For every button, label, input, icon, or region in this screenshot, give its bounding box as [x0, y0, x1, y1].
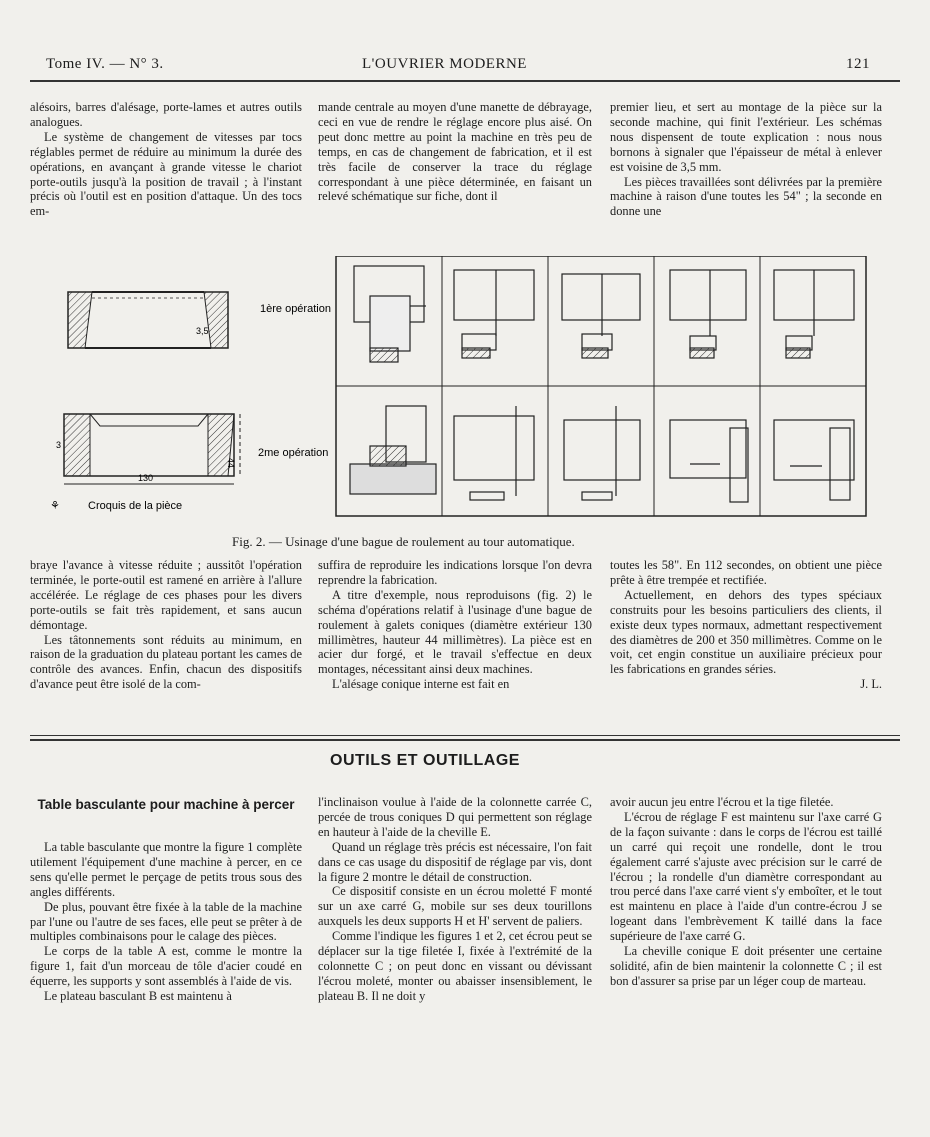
paragraph: L'alésage conique interne est fait en: [332, 677, 510, 692]
paragraph: mande centrale au moyen d'une manette de débrayage, ceci en vue de rendre le réglage encore plus aisé. On peut donc mettre au point la machine en très peu de temps, en cas de changement de fabrication, et il est très facile de conserver la trace du réglage correspondant à une pièce déterminée, en faisant un relevé schématique sur fiche, dont il: [318, 100, 592, 204]
op2-panel-4: [670, 420, 748, 502]
paragraph: Comme l'indique les figures 1 et 2, cet écrou peut se déplacer sur la tige filetée I, fixée à l'extrémité de la colonnette C ; on peut donc en vissant ou dévissant l'écrou moleté, monter ou abaisser insensiblement, le plateau B. Il ne doit y: [318, 929, 592, 1003]
header-journal-title: L'OUVRIER MODERNE: [362, 56, 527, 72]
op2-panel-1: [350, 406, 436, 494]
op2-panel-2: [454, 406, 534, 500]
op1-panel-1: [354, 266, 426, 362]
op1-panel-4: [670, 270, 746, 358]
dim-44: 44: [226, 458, 236, 469]
operation-1-label: 1ère opération: [260, 303, 331, 315]
paragraph: l'inclinaison voulue à l'aide de la colonnette carrée C, percée de trous coniques D qui permettent son réglage en hauteur à l'aide de la cheville E.: [318, 795, 592, 839]
op1-panel-2: [454, 270, 534, 358]
article-column-2: [318, 795, 592, 1004]
section-rule-top: [30, 735, 900, 736]
piece-section-op2: [64, 414, 240, 476]
logo-mark: ⚘: [50, 500, 60, 512]
paragraph: Le système de changement de vitesses par tocs réglables permet de réduire au minimum la durée des opérations, en avançant à grande vitesse le chariot porte-outils jusqu'à la position de travail ; à l'instant précis où l'outil est en position d'attaque. Un des tocs em-: [30, 129, 302, 219]
section-title: OUTILS ET OUTILLAGE: [330, 752, 520, 769]
figure-2: [30, 256, 900, 524]
article-column-1: [30, 840, 302, 1004]
operation-2-label: 2me opération: [258, 447, 329, 459]
middle-column-2: [318, 558, 592, 692]
piece-section-op1: [68, 292, 228, 348]
dim-130: 130: [138, 473, 154, 483]
paragraph: La cheville conique E doit présenter une certaine solidité, afin de bien maintenir la colonnette C ; il est bon d'assurer sa prise par un léger coup de marteau.: [610, 944, 882, 988]
figure-caption: Fig. 2. — Usinage d'une bague de roulement au tour automatique.: [232, 534, 575, 549]
article-column-3: [610, 795, 882, 989]
paragraph: Actuellement, en dehors des types spéciaux construits pour les besoins particuliers des clients, il existe deux types normaux, admettant respectivement des diamètres de 200 et 350 millimètres. Comme on le voit, cet engin constitue un auxiliaire précieux pour les fabrications en grandes séries.: [610, 587, 882, 677]
dim-3: 3: [56, 440, 62, 450]
top-column-1: [30, 100, 302, 219]
paragraph: toutes les 58". En 112 secondes, on obtient une pièce prête à être trempée et rectifiée.: [610, 558, 882, 587]
paragraph: premier lieu, et sert au montage de la pièce sur la seconde machine, qui finit l'extérieur. Les schémas nous dispensent de toute explication : nous nous bornons à signaler que l'épaisseur de métal à enlever est voisine de 3,5 mm.: [610, 100, 882, 174]
op1-panel-3: [562, 274, 640, 358]
paragraph: L'écrou de réglage F est maintenu sur l'axe carré G de la façon suivante : dans le corps de l'écrou est taillé un carré qui reçoit une rondelle, dont le trou également carré s'ajuste avec précision sur le carré de l'écrou ; la rondelle d'un diamètre correspondant au trou percé dans l'axe carré vient s'y emboîter, et le tout est maintenu en place à l'aide d'un contre-écrou J se logeant dans l'embrèvement K taillé dans la face supérieure de l'axe carré G.: [610, 809, 882, 944]
figure-drawing: [30, 256, 900, 524]
paragraph: braye l'avance à vitesse réduite ; aussitôt l'opération terminée, le porte-outil est ramené en arrière à l'allure accélérée. Le réglage de ces phases pour les divers porte-outils se fait très rapidement, et sans aucun démontage.: [30, 558, 302, 632]
op1-panel-5: [774, 270, 854, 358]
paragraph: La table basculante que montre la figure 1 complète utilement l'équipement d'une machine à percer, en ce sens qu'elle permet le perçage de petits trous sous des angles différents.: [30, 840, 302, 899]
paragraph: suffira de reproduire les indications lorsque l'on devra reprendre la fabrication.: [318, 558, 592, 587]
article-title: Table basculante pour machine à percer: [37, 797, 295, 812]
section-rule-bottom: [30, 739, 900, 741]
top-column-3: [610, 100, 882, 219]
op2-panel-3: [564, 406, 640, 500]
top-column-2: [318, 100, 592, 204]
paragraph: Ce dispositif consiste en un écrou moletté F monté sur un axe carré G, mobile sur ses deux tourillons auxquels les deux supports H et H' servent de paliers.: [318, 884, 592, 929]
paragraph: Quand un réglage très précis est nécessaire, l'on fait dans ce cas usage du dispositif de réglage par vis, dont la figure 2 montre le détail de construction.: [318, 839, 592, 884]
paragraph: Le corps de la table A est, comme le montre la figure 1, fait d'un morceau de tôle d'acier coudé en équerre, les supports y sont assemblés à l'aide de vis.: [30, 944, 302, 989]
paragraph: Les tâtonnements sont réduits au minimum, en raison de la graduation du plateau portant les cames de contrôle des avances. Enfin, chacun des dispositifs d'avance peut être isolé de la com-: [30, 632, 302, 692]
middle-column-3: [610, 558, 882, 692]
piece-sketch-label: Croquis de la pièce: [88, 500, 183, 512]
paragraph: avoir aucun jeu entre l'écrou et la tige filetée.: [610, 795, 834, 809]
paragraph: Les pièces travaillées sont délivrées par la première machine à raison d'une toutes les 54" ; la seconde en donne une: [610, 174, 882, 219]
paragraph: Le plateau basculant B est maintenu à: [44, 989, 232, 1004]
op2-panel-5: [774, 420, 854, 500]
header-page-number: 121: [846, 56, 870, 72]
paragraph: De plus, pouvant être fixée à la table de la machine par l'une ou l'autre de ses faces, elle peut se prêter à de multiples combinaisons pour le calage des pièces.: [30, 899, 302, 944]
header-rule: [30, 80, 900, 82]
paragraph: alésoirs, barres d'alésage, porte-lames et autres outils analogues.: [30, 100, 302, 129]
signature: J. L.: [860, 677, 882, 692]
paragraph: A titre d'exemple, nous reproduisons (fig. 2) le schéma d'opérations relatif à l'usinage d'une bague de roulement à galets coniques (diamètre extérieur 130 millimètres, hauteur 44 millimètres). La pièce est en acier dur forgé, et le travail s'effectue en deux montages, nécessitant ainsi deux machines.: [318, 587, 592, 677]
header-volume: Tome IV. — N° 3.: [46, 56, 164, 72]
middle-column-1: [30, 558, 302, 692]
dim-3-5: 3,5: [196, 326, 209, 336]
